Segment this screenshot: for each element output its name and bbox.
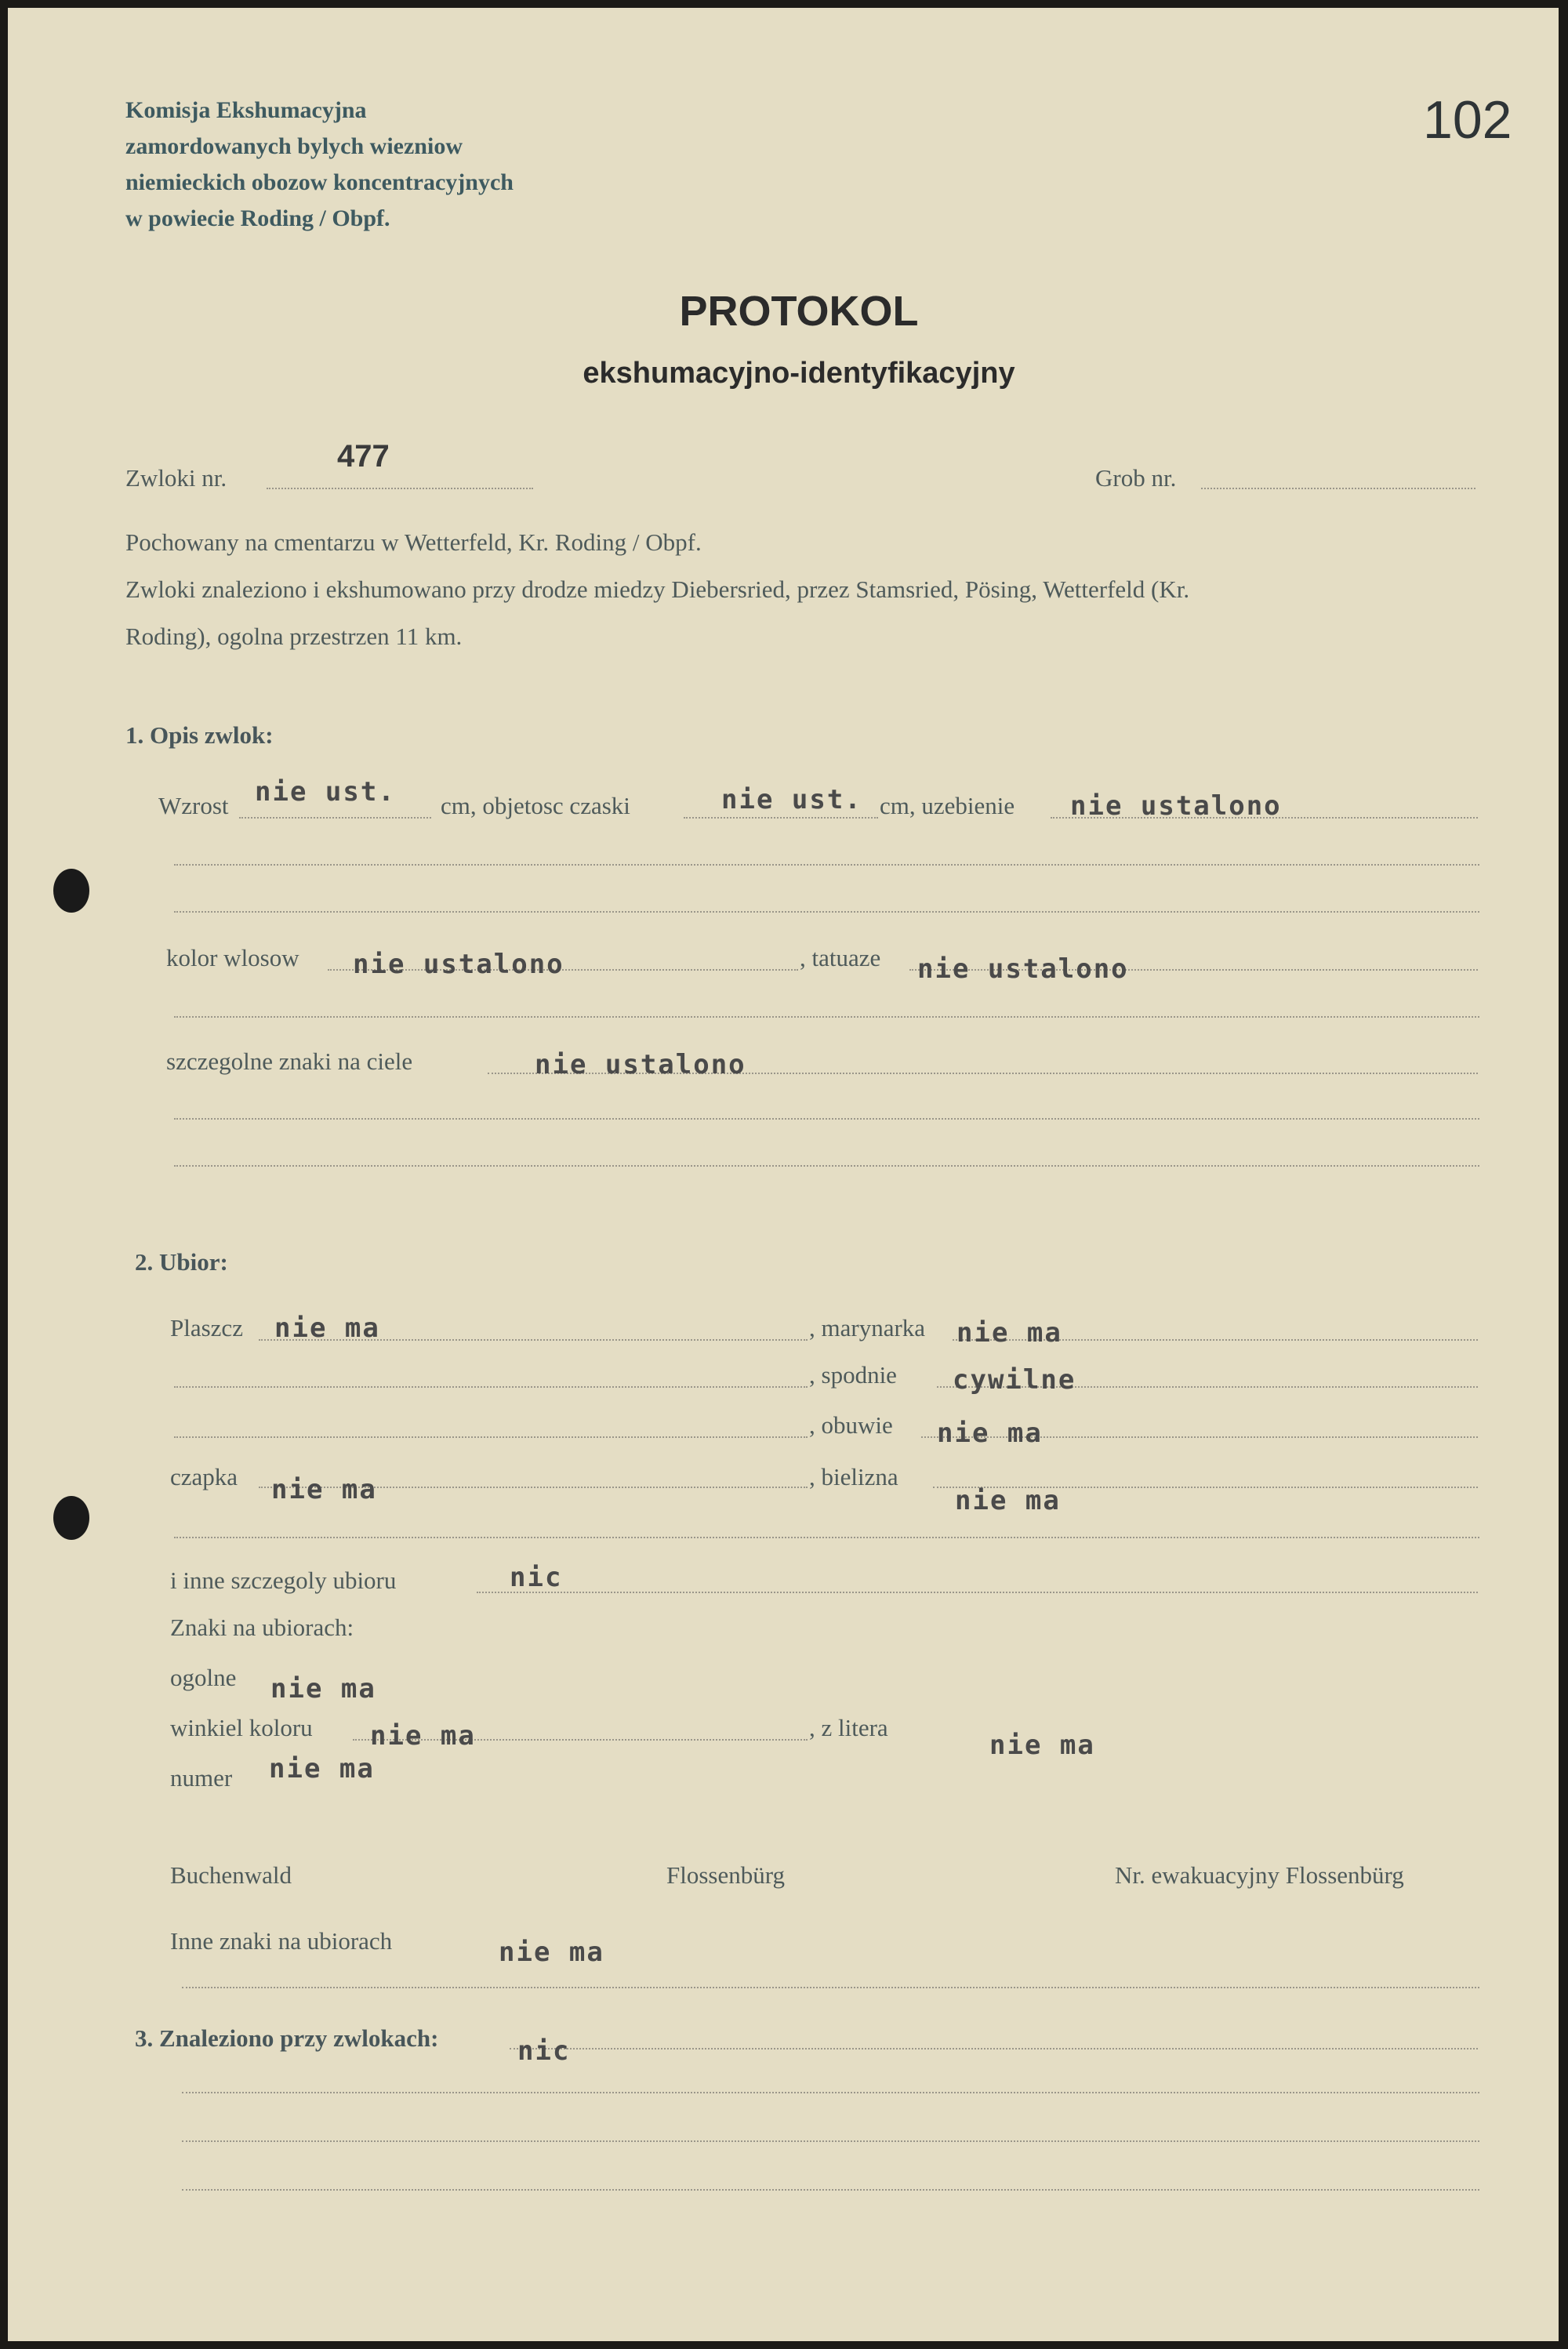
height-value: nie ust. xyxy=(255,776,396,808)
clothing-extra-line xyxy=(174,1537,1479,1538)
skull-line xyxy=(684,817,878,819)
underwear-value: nie ma xyxy=(955,1485,1061,1516)
hair-color-label: kolor wlosow xyxy=(166,944,299,971)
other-clothing-marks-value: nie ma xyxy=(499,1937,604,1968)
body-marks-extra-line xyxy=(174,1118,1479,1120)
document-subtitle: ekshumacyjno-identyfikacyjny xyxy=(583,357,1015,390)
header-line-1: Komisja Ekshumacyjna xyxy=(125,97,367,123)
found-items-value: nic xyxy=(517,2035,571,2067)
found-items-extra-line-3 xyxy=(182,2189,1479,2191)
opis-extra-line-2 xyxy=(174,911,1479,913)
found-items-extra-line xyxy=(182,2092,1479,2093)
grave-number-label: Grob nr. xyxy=(1095,464,1177,492)
remains-number-label: Zwloki nr. xyxy=(125,464,227,492)
cap-label: czapka xyxy=(170,1463,238,1490)
other-clothing-marks-label: Inne znaki na ubiorach xyxy=(170,1927,393,1955)
triangle-color-value: nie ma xyxy=(370,1720,476,1752)
number-label: numer xyxy=(170,1764,233,1792)
tattoo-value: nie ustalono xyxy=(917,953,1129,985)
scan-edge xyxy=(0,0,1568,8)
letter-value: nie ma xyxy=(989,1730,1095,1761)
letter-label: , z litera xyxy=(809,1714,888,1741)
punch-hole-upper xyxy=(53,869,89,913)
section-2-heading: 2. Ubior: xyxy=(135,1248,228,1276)
grave-number-line xyxy=(1201,488,1475,489)
evacuation-number-label: Nr. ewakuacyjny Flossenbürg xyxy=(1115,1861,1404,1889)
coat-label: Plaszcz xyxy=(170,1314,243,1342)
document-title: PROTOKOL xyxy=(679,288,919,335)
shoes-value: nie ma xyxy=(937,1418,1043,1449)
trousers-value: cywilne xyxy=(953,1364,1076,1396)
number-value: nie ma xyxy=(269,1753,375,1784)
page-number: 102 xyxy=(1423,90,1512,150)
other-clothing-marks-line xyxy=(182,1987,1479,1988)
header-line-3: niemieckich obozow koncentracyjnych xyxy=(125,169,514,195)
found-items-line xyxy=(510,2048,1478,2049)
general-marks-label: ogolne xyxy=(170,1664,237,1691)
shoes-label: , obuwie xyxy=(809,1411,893,1439)
tattoo-label: , tatuaze xyxy=(800,944,881,971)
body-marks-extra-line-2 xyxy=(174,1165,1479,1167)
section-3-heading: 3. Znaleziono przy zwlokach: xyxy=(135,2024,439,2052)
flossenburg-label: Flossenbürg xyxy=(666,1861,786,1889)
other-details-label: i inne szczegoly ubioru xyxy=(170,1567,397,1594)
opis-extra-line xyxy=(174,864,1479,866)
hair-extra-line xyxy=(174,1016,1479,1018)
found-items-extra-line-2 xyxy=(182,2140,1479,2142)
jacket-value: nie ma xyxy=(956,1317,1062,1349)
hair-color-value: nie ustalono xyxy=(353,949,564,980)
other-details-line xyxy=(477,1592,1478,1593)
protocol-document xyxy=(8,8,1559,2341)
body-marks-value: nie ustalono xyxy=(535,1049,746,1080)
body-marks-label: szczegolne znaki na ciele xyxy=(166,1047,413,1075)
teeth-label: cm, uzebienie xyxy=(880,792,1015,819)
triangle-color-label: winkiel koloru xyxy=(170,1714,313,1741)
skull-value: nie ust. xyxy=(721,784,862,815)
found-location-line-1: Zwloki znaleziono i ekshumowano przy drodze miedzy Diebersried, przez Stamsried, Pösing, Wetterfeld (Kr. xyxy=(125,575,1190,603)
cap-value: nie ma xyxy=(271,1474,377,1505)
coat-value: nie ma xyxy=(274,1312,380,1344)
height-label: Wzrost xyxy=(158,792,229,819)
found-location-line-2: Roding), ogolna przestrzen 11 km. xyxy=(125,623,463,650)
remains-number-line xyxy=(267,488,533,489)
teeth-value: nie ustalono xyxy=(1070,790,1282,822)
section-1-heading: 1. Opis zwlok: xyxy=(125,721,274,749)
buchenwald-label: Buchenwald xyxy=(170,1861,292,1889)
header-line-2: zamordowanych bylych wiezniow xyxy=(125,133,463,159)
trousers-left-line xyxy=(174,1386,808,1388)
jacket-label: , marynarka xyxy=(809,1314,926,1342)
punch-hole-lower xyxy=(53,1496,89,1540)
remains-number-value: 477 xyxy=(337,439,390,474)
shoes-left-line xyxy=(174,1436,808,1438)
header-line-4: w powiecie Roding / Obpf. xyxy=(125,205,390,231)
burial-place-text: Pochowany na cmentarzu w Wetterfeld, Kr. Roding / Obpf. xyxy=(125,528,702,556)
trousers-label: , spodnie xyxy=(809,1361,897,1389)
general-marks-value: nie ma xyxy=(270,1673,376,1705)
underwear-label: , bielizna xyxy=(809,1463,898,1490)
clothing-marks-heading: Znaki na ubiorach: xyxy=(170,1614,354,1641)
height-line xyxy=(239,817,431,819)
other-details-value: nic xyxy=(510,1562,563,1593)
skull-label: cm, objetosc czaski xyxy=(441,792,630,819)
